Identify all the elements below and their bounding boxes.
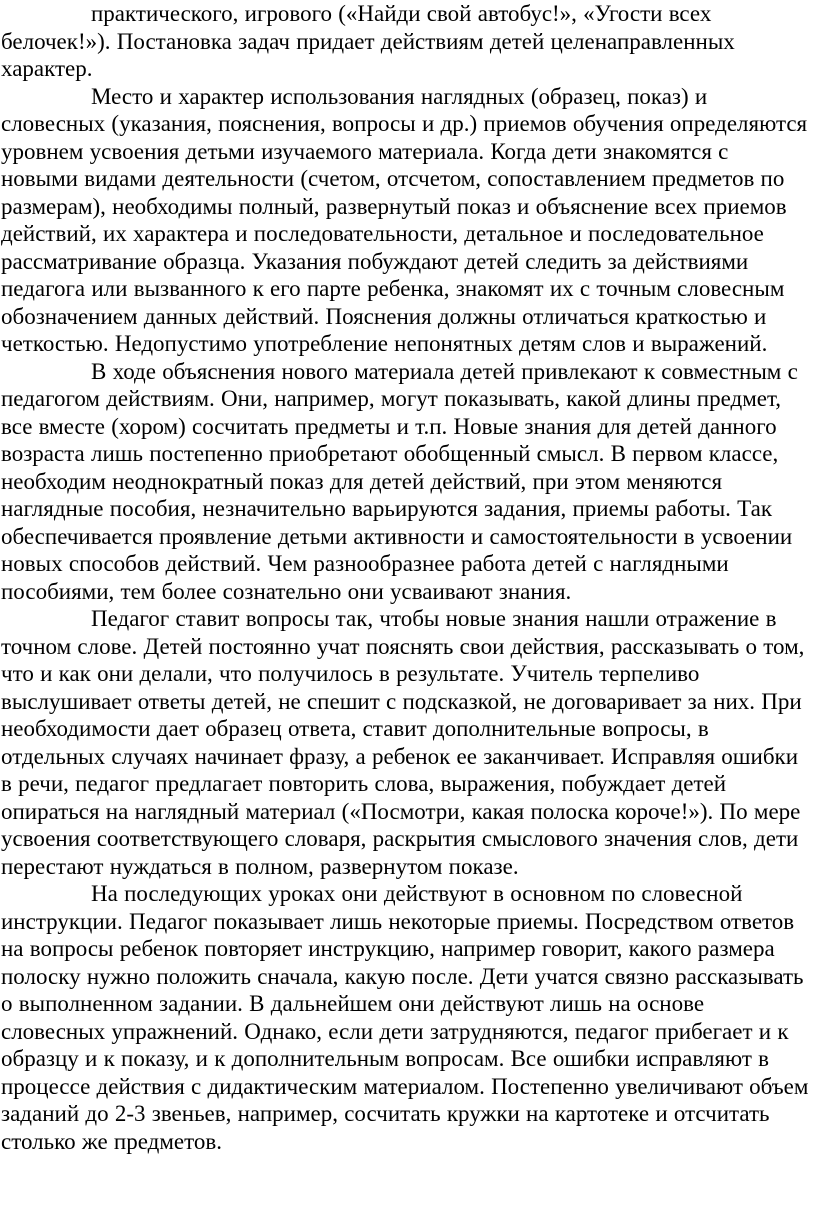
paragraph-1: практического, игрового («Найди свой автобус!», «Угости всех белочек!»). Постановка задач придает действиям детей целенаправленных характер. bbox=[1, 1, 735, 81]
paragraph-5: На последующих уроках они действуют в основном по словесной инструкции. Педагог показывает лишь некоторые приемы. Посредством ответов на вопросы ребенок повторяет инструкцию, например говорит, какого размера полоску нужно положить сначала, какую после. Дети учатся связно рассказывать о выполненном задании. В дальнейшем они действуют лишь на основе словесных упражнений. Однако, если дети затрудняются, педагог прибегает и к образцу и к показу, и к дополнительным вопросам. Все ошибки исправляют в процессе действия с дидактическим материалом. Постепенно увеличивают объем заданий до 2-3 звеньев, например, сосчитать кружки на картотеке и отсчитать столько же предметов. bbox=[1, 881, 809, 1154]
paragraph-3: В ходе объяснения нового материала детей привлекают к совместным с педагогом действиям. Они, например, могут показывать, какой длины предмет, все вместе (хором) сосчитать предметы и т.п. Новые знания для детей данного возраста лишь постепенно приобретают обобщенный смысл. В первом классе, необходим неоднократный показ для детей действий, при этом меняются наглядные пособия, незначительно варьируются задания, приемы работы. Так обеспечивается проявление детьми активности и самостоятельности в усвоении новых способов действий. Чем разнообразнее работа детей с наглядными пособиями, тем более сознательно они усваивают знания. bbox=[1, 358, 798, 604]
paragraph-2: Место и характер использования наглядных (образец, показ) и словесных (указания, пояснения, вопросы и др.) приемов обучения определяются уровнем усвоения детьми изучаемого материала. Когда дети знакомятся с новыми видами деятельности (счетом, отсчетом, сопоставлением предметов по размерам), необходимы полный, развернутый показ и объяснение всех приемов действий, их характера и последовательности, детальное и последовательное рассматривание образца. Указания побуждают детей следить за действиями педагога или вызванного к его парте ребенка, знакомят их с точным словесным обозначением данных действий. Пояснения должны отличаться краткостью и четкостью. Недопустимо употребление непонятных детям слов и выражений. bbox=[1, 83, 808, 356]
paragraph-4: Педагог ставит вопросы так, чтобы новые знания нашли отражение в точном слове. Детей постоянно учат пояснять свои действия, рассказывать о том, что и как они делали, что получилось в результате. Учитель терпеливо выслушивает ответы детей, не спешит с подсказкой, не договаривает за них. При необходимости дает образец ответа, ставит дополнительные вопросы, в отдельных случаях начинает фразу, а ребенок ее заканчивает. Исправляя ошибки в речи, педагог предлагает повторить слова, выражения, побуждает детей опираться на наглядный материал («Посмотри, какая полоска короче!»). По мере усвоения соответствующего словаря, раскрытия смыслового значения слов, дети перестают нуждаться в полном, развернутом показе. bbox=[1, 606, 805, 879]
